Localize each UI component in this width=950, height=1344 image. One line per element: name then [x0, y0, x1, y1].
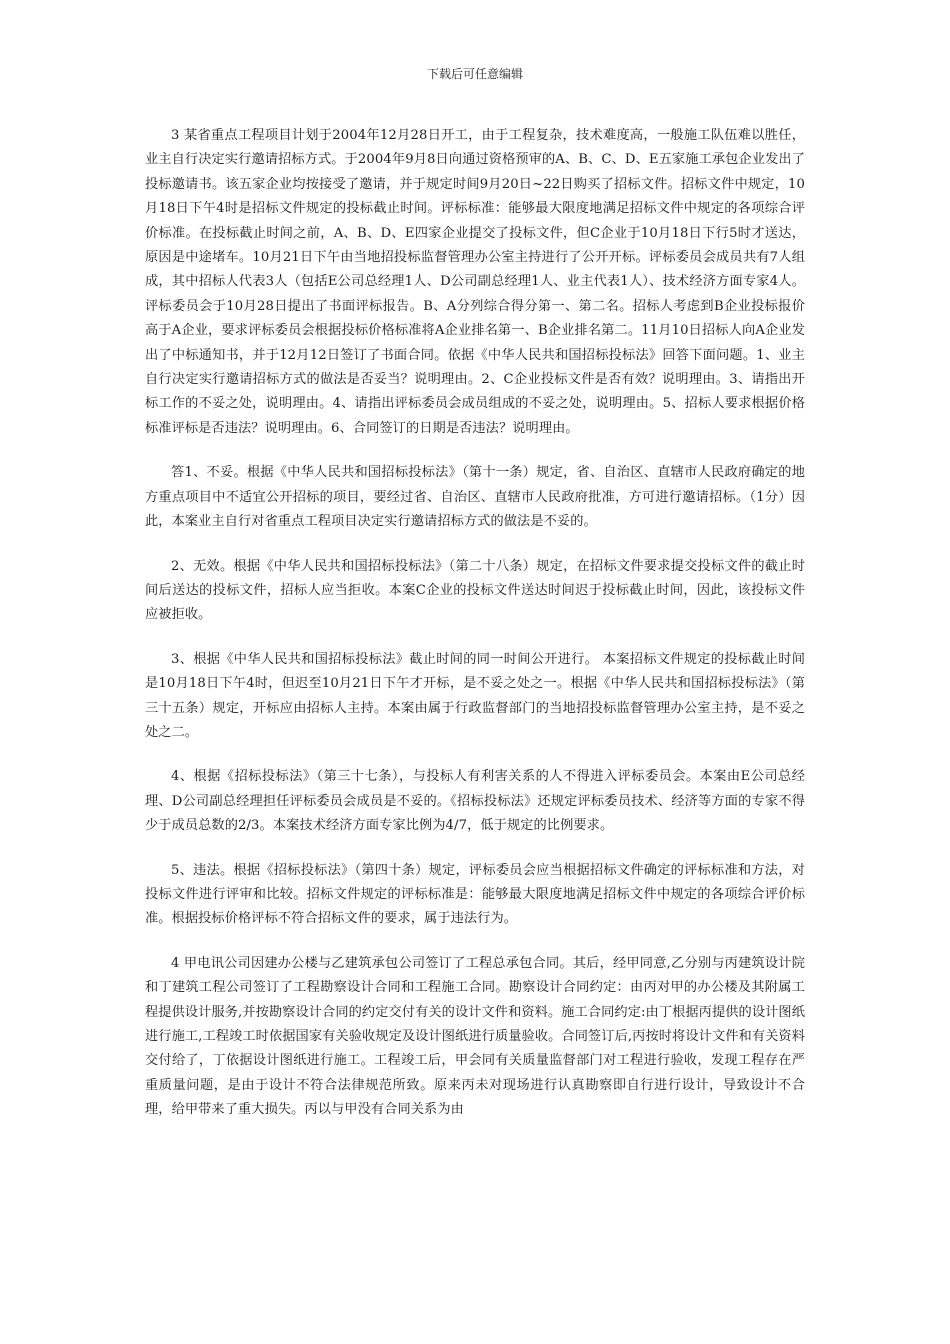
paragraph-answer-3: 3、根据《中华人民共和国招标投标法》截止时间的同一时间公开进行。 本案招标文件规定的投标截止时间是10月18日下午4时，但迟至10月21日下午才开标，是不妥之处之一。根据《中华人民共和国招标投标法》（第三十五条）规定，开标应由招标人主持。本案由属于行政监督部门的当地招投标监督管理办公室主持，是不妥之处之二。: [145, 651, 805, 740]
paragraph-answer-4: 4、根据《招标投标法》（第三十七条），与投标人有利害关系的人不得进入评标委员会。本案由E公司总经理、D公司副总经理担任评标委员会成员是不妥的。《招标投标法》还规定评标委员技术、经济等方面的专家不得少于成员总数的2/3。本案技术经济方面专家比例为4/7，低于规定的比例要求。: [145, 769, 805, 834]
paragraph-case-3-question: 3 某省重点工程项目计划于2004年12月28日开工，由于工程复杂，技术难度高，一般施工队伍难以胜任，业主自行决定实行邀请招标方式。于2004年9月8日向通过资格预审的A、B、C、D、E五家施工承包企业发出了投标邀请书。该五家企业均按接受了邀请，并于规定时间9月20日~22日购买了招标文件。招标文件中规定，10月18日下午4时是招标文件规定的投标截止时间。评标标准：能够最大限度地满足招标文件中规定的各项综合评价标准。在投标截止时间之前，A、B、D、E四家企业提交了投标文件，但C企业于10月18日下行5时才送达，原因是中途堵车。10月21日下午由当地招投标监督管理办公室主持进行了公开开标。评标委员会成员共有7人组成，其中招标人代表3人（包括E公司总经理1人、D公司副总经理1人、业主代表1人）、技术经济方面专家4人。评标委员会于10月28日提出了书面评标报告。B、A分列综合得分第一、第二名。招标人考虑到B企业投标报价高于A企业，要求评标委员会根据投标价格标准将A企业排名第一、B企业排名第二。11月10日招标人向A企业发出了中标通知书，并于12月12日签订了书面合同。依据《中华人民共和国招标投标法》回答下面问题。1、业主自行决定实行邀请招标方式的做法是否妥当？说明理由。2、C企业投标文件是否有效？说明理由。3、请指出开标工作的不妥之处，说明理由。4、请指出评标委员会成员组成的不妥之处，说明理由。5、招标人要求根据价格标准评标是否违法？说明理由。6、合同签订的日期是否违法？说明理由。: [145, 128, 805, 436]
document-body: [145, 124, 805, 1142]
paragraph-case-4: 4 甲电讯公司因建办公楼与乙建筑承包公司签订了工程总承包合同。其后，经甲同意,乙分别与丙建筑设计院和丁建筑工程公司签订了工程勘察设计合同和工程施工合同。勘察设计合同约定：由丙对甲的办公楼及其附属工程提供设计服务,并按勘察设计合同的约定交付有关的设计文件和资料。施工合同约定:由丁根据丙提供的设计图纸进行施工,工程竣工时依据国家有关验收规定及设计图纸进行质量验收。合同签订后,丙按时将设计文件和有关资料交付给了，丁依据设计图纸进行施工。工程竣工后，甲会同有关质量监督部门对工程进行验收，发现工程存在严重质量问题，是由于设计不符合法律规范所致。原来丙未对现场进行认真勘察即自行进行设计，导致设计不合理，给甲带来了重大损失。丙以与甲没有合同关系为由: [145, 955, 805, 1118]
paragraph-answer-2: 2、无效。根据《中华人民共和国招标投标法》（第二十八条）规定，在招标文件要求提交投标文件的截止时间后送达的投标文件，招标人应当拒收。本案C企业的投标文件送达时间迟于投标截止时间，因此，该投标文件应被拒收。: [145, 558, 805, 623]
paragraph-answer-1: 答1、不妥。根据《中华人民共和国招标投标法》（第十一条）规定，省、自治区、直辖市人民政府确定的地方重点项目中不适宜公开招标的项目，要经过省、自治区、直辖市人民政府批准，方可进行邀请招标。（1分）因此，本案业主自行对省重点工程项目决定实行邀请招标方式的做法是不妥的。: [145, 465, 805, 530]
page-header: 下载后可任意编辑: [426, 67, 523, 81]
paragraph-answer-5: 5、违法。根据《招标投标法》（第四十条）规定，评标委员会应当根据招标文件确定的评标标准和方法，对投标文件进行评审和比较。招标文件规定的评标标准是：能够最大限度地满足招标文件中规定的各项综合评价标准。根据投标价格评标不符合招标文件的要求，属于违法行为。: [145, 862, 805, 927]
